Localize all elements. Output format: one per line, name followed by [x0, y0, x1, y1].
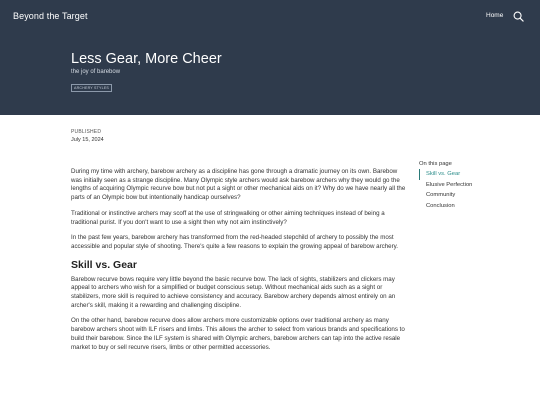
- article-paragraph: In the past few years, barebow archery has transformed from the red-headed stepchild of archery to possibly the most accessible and popular style of shooting. There's quite a few reasons to explain the growing appeal of barebow archery.: [71, 234, 399, 250]
- section-heading-skill-vs-gear: Skill vs. Gear: [71, 258, 137, 271]
- toc-item-skill-vs-gear[interactable]: Skill vs. Gear: [419, 169, 529, 180]
- toc-item-elusive-perfection[interactable]: Elusive Perfection: [426, 181, 473, 188]
- toc-item-conclusion[interactable]: Conclusion: [426, 202, 455, 209]
- published-date: July 15, 2024: [71, 137, 104, 143]
- article-paragraph: Traditional or instinctive archers may scoff at the use of stringwalking or other aiming techniques instead of being a traditional purist. If you don't want to use a sight then why not aim instinctively?: [71, 209, 385, 226]
- search-icon[interactable]: [513, 11, 524, 22]
- post-subtitle: the joy of barebow: [71, 69, 121, 75]
- category-tag-badge[interactable]: ARCHERY STYLES: [71, 84, 112, 92]
- article-paragraph: Barebow recurve bows require very little beyond the basic recurve bow. The lack of sights, stabilizers and clickers may appeal to archers who wish for a simplified or budget conscious setup. Without mechanical aids such as a sight or stabilizers, more skill is required to achieve consistency and accuracy. Barebow archery depends almost entirely on an archer's skill, making it a rewarding and challenging discipline.: [71, 275, 396, 309]
- toc-list: [419, 169, 529, 211]
- post-title: Less Gear, More Cheer: [71, 51, 222, 67]
- table-of-contents: [419, 161, 529, 211]
- article-paragraph: On the other hand, barebow recurve does allow archers more customizable options over traditional archery as many barebow archers shoot with ILF risers and limbs. This allows the archer to select from various brands and specifications to build their barebow. Since the ILF system is shared with Olympic archers, barebow archers can tap into the active resale market to buy or sell recurve risers, limbs or other permitted accessories.: [71, 317, 405, 351]
- nav-home-link[interactable]: Home: [486, 12, 504, 19]
- article-body: [71, 168, 409, 359]
- article-paragraph: During my time with archery, barebow archery as a discipline has gone through a dramatic journey on its own. Barebow was initially seen as a strange discipline. Many Olympic style archers would ask barebow archers why they would go the lengths of acquiring Olympic recurve bow but not put a sight or other mechanical aids on it? Why do we have nearly all the parts of an Olympic bow but intentionally handicap ourselves?: [71, 168, 406, 202]
- site-title-link[interactable]: Beyond the Target: [13, 11, 88, 21]
- page-header: [0, 0, 540, 115]
- toc-item-community[interactable]: Community: [426, 192, 456, 199]
- published-label: PUBLISHED: [71, 129, 102, 135]
- toc-heading: On this page: [419, 161, 452, 167]
